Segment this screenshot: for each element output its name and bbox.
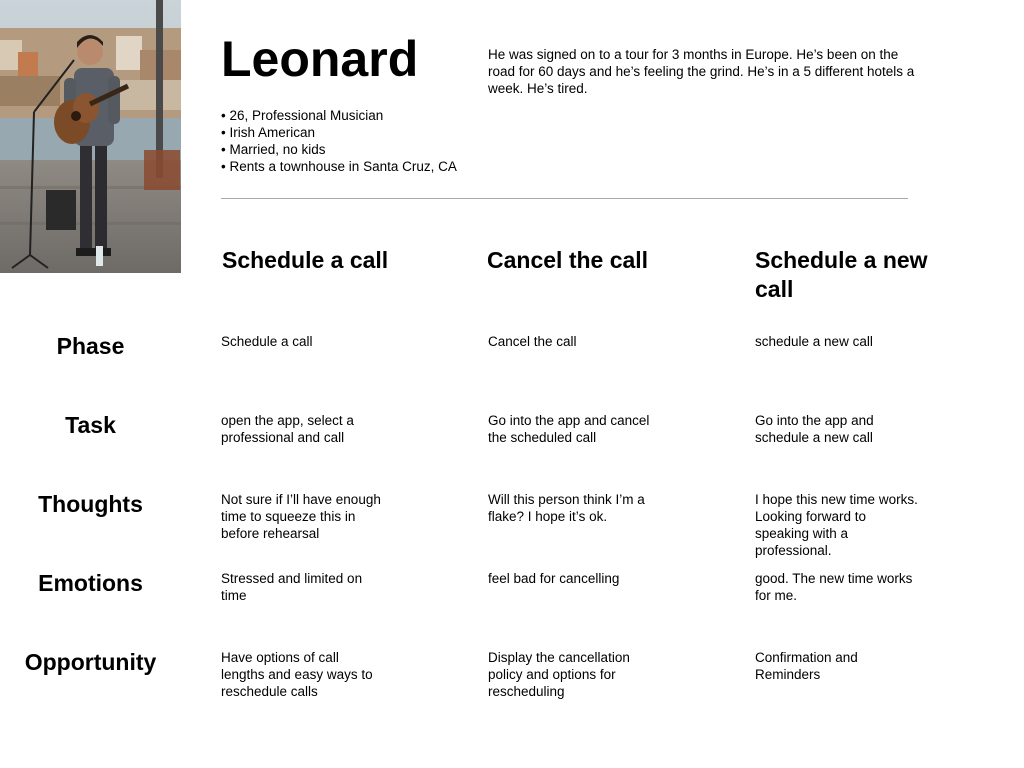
fact-family: • Married, no kids	[221, 141, 457, 158]
fact-heritage: • Irish American	[221, 124, 457, 141]
cell-phase-cancel-call: Cancel the call	[488, 334, 577, 349]
row-label-opportunity: Opportunity	[24, 649, 157, 675]
cell-thoughts-schedule-new-call: I hope this new time works. Looking forward to speaking with a professional.	[755, 492, 918, 558]
cell-opportunity-schedule-call: Have options of call lengths and easy ways to reschedule calls	[221, 650, 373, 699]
cell-opportunity-cancel-call: Display the cancellation policy and options for rescheduling	[488, 650, 630, 699]
cell-opportunity-schedule-new-call: Confirmation and Reminders	[755, 650, 858, 682]
persona-bio: He was signed on to a tour for 3 months in Europe. He’s been on the road for 60 days and he’s feeling the grind. He’s in a 5 different hotels a week. He’s tired.	[488, 47, 915, 96]
cell-phase-schedule-call: Schedule a call	[221, 334, 313, 349]
row-label-task: Task	[65, 412, 116, 438]
cell-phase-schedule-new-call: schedule a new call	[755, 334, 873, 349]
column-header-schedule-new-call: Schedule a new call	[755, 247, 928, 302]
persona-facts	[221, 107, 457, 175]
cell-emotions-schedule-call: Stressed and limited on time	[221, 571, 363, 603]
persona-photo	[0, 0, 181, 273]
fact-age-occupation: • 26, Professional Musician	[221, 107, 457, 124]
section-divider	[221, 198, 908, 199]
cell-thoughts-cancel-call: Will this person think I’m a flake? I hope it’s ok.	[488, 492, 645, 524]
cell-task-schedule-new-call: Go into the app and schedule a new call	[755, 413, 874, 445]
row-label-phase: Phase	[56, 333, 125, 359]
column-header-cancel-call: Cancel the call	[487, 247, 649, 273]
row-label-emotions: Emotions	[38, 570, 143, 596]
persona-name: Leonard	[221, 31, 419, 87]
cell-emotions-cancel-call: feel bad for cancelling	[488, 571, 620, 586]
row-label-thoughts: Thoughts	[38, 491, 143, 517]
column-header-schedule-call: Schedule a call	[222, 247, 389, 273]
cell-thoughts-schedule-call: Not sure if I’ll have enough time to squeeze this in before rehearsal	[221, 492, 381, 541]
cell-task-schedule-call: open the app, select a professional and call	[221, 413, 354, 445]
cell-emotions-schedule-new-call: good. The new time works for me.	[755, 571, 913, 603]
cell-task-cancel-call: Go into the app and cancel the scheduled call	[488, 413, 650, 445]
fact-residence: • Rents a townhouse in Santa Cruz, CA	[221, 158, 457, 175]
